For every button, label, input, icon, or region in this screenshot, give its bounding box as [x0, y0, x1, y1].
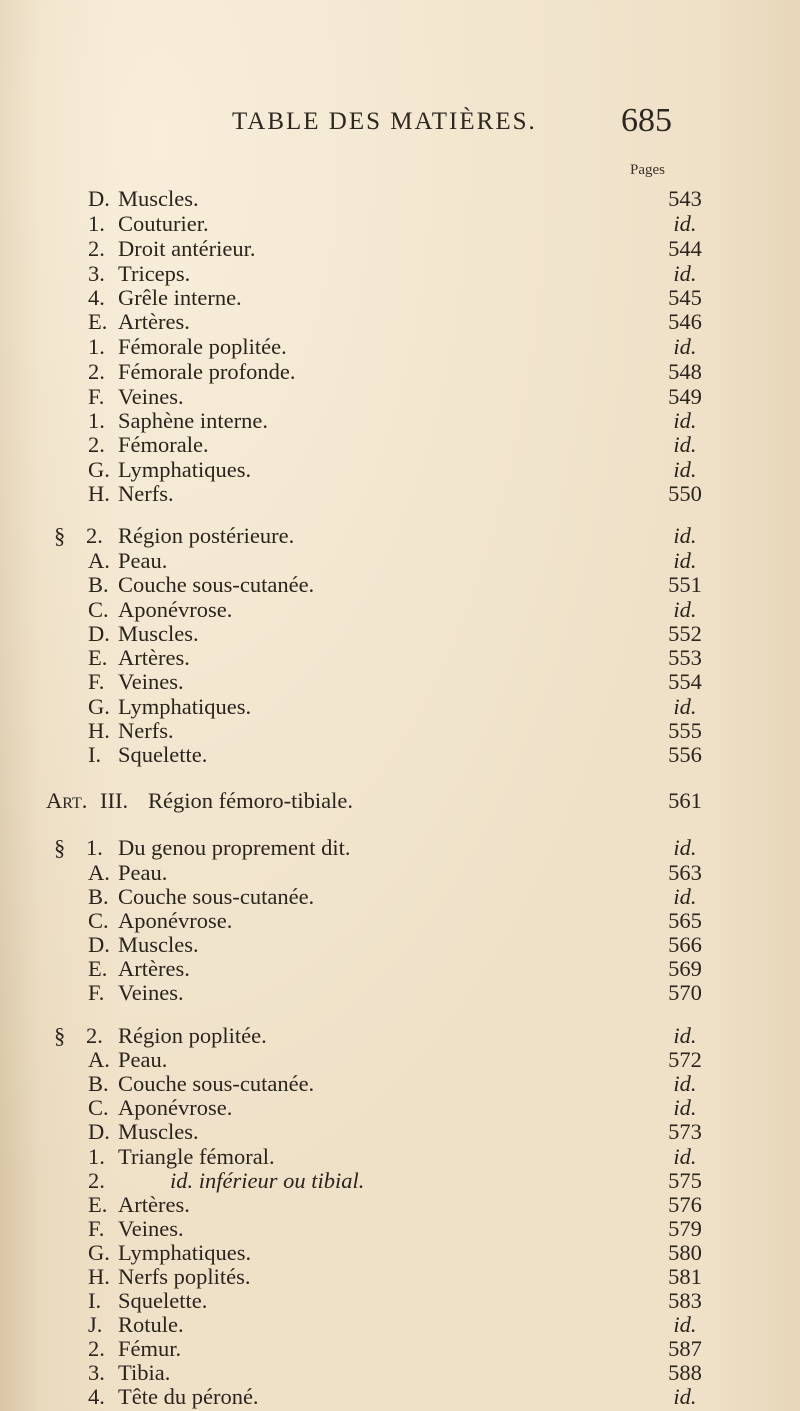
- toc-entry-page: 573: [668, 1119, 702, 1144]
- toc-entry-title: Région postérieure.: [118, 523, 295, 548]
- toc-entry-page: 554: [668, 669, 702, 694]
- toc-entry-page: 545: [668, 285, 702, 310]
- toc-entry-title: Veines.: [118, 1216, 184, 1241]
- toc-entry-number: I.: [88, 1288, 102, 1313]
- toc-entry-page: id.: [673, 1023, 697, 1048]
- toc-entry-title: Nerfs.: [118, 718, 174, 743]
- toc-entry-page: 570: [668, 980, 702, 1005]
- toc-section-mark: Art.: [46, 788, 88, 813]
- toc-entry-title: Couturier.: [118, 211, 209, 236]
- toc-entry-page: id.: [673, 457, 697, 482]
- toc-entry-page: 546: [668, 309, 702, 334]
- toc-entry: [0, 1383, 800, 1411]
- toc-entry-page: id.: [673, 523, 697, 548]
- toc-entry: [0, 979, 800, 1007]
- toc-entry-number: 1.: [86, 835, 103, 860]
- toc-entry: [0, 522, 800, 550]
- toc-entry-number: 2.: [88, 1168, 105, 1193]
- toc-entry-number: B.: [88, 884, 109, 909]
- toc-entry-page: 551: [668, 572, 702, 597]
- toc-entry-number: G.: [88, 694, 110, 719]
- toc-entry: [0, 787, 800, 815]
- toc-entry-number: E.: [88, 645, 108, 670]
- toc-entry-number: B.: [88, 1071, 109, 1096]
- toc-entry-page: 561: [668, 788, 702, 813]
- toc-entry-page: 579: [668, 1216, 702, 1241]
- toc-entry-number: 1.: [88, 334, 105, 359]
- toc-entry-title: Fémur.: [118, 1336, 182, 1361]
- toc-entry-title: Aponévrose.: [118, 908, 233, 933]
- toc-entry-title: Aponévrose.: [118, 597, 233, 622]
- toc-entry: [0, 668, 800, 696]
- toc-entry-title: Région poplitée.: [118, 1023, 267, 1048]
- toc-entry-number: G.: [88, 1240, 110, 1265]
- toc-entry-number: III.: [100, 788, 129, 813]
- toc-entry-number: 1.: [88, 211, 105, 236]
- toc-entry-title: Lymphatiques.: [118, 457, 252, 482]
- toc-entry-title: id. inférieur ou tibial.: [170, 1168, 365, 1193]
- toc-entry-page: 576: [668, 1192, 702, 1217]
- toc-entry-title: Région fémoro-tibiale.: [148, 788, 353, 813]
- toc-entry-number: 2.: [88, 432, 105, 457]
- toc-entry-page: 544: [668, 236, 702, 261]
- toc-entry-page: 552: [668, 621, 702, 646]
- toc-entry-page: 575: [668, 1168, 702, 1193]
- toc-entry-title: Artères.: [118, 956, 190, 981]
- toc-entry-title: Saphène interne.: [118, 408, 268, 433]
- toc-entry-page: 555: [668, 718, 702, 743]
- toc-entry-title: Tête du péroné.: [118, 1384, 259, 1409]
- toc-entry-number: D.: [88, 932, 110, 957]
- toc-entry: [0, 235, 800, 263]
- pages-column-label: Pages: [630, 162, 665, 178]
- toc-entry-number: D.: [88, 186, 110, 211]
- toc-entry-title: Fémorale.: [118, 432, 209, 457]
- toc-entry-page: 550: [668, 481, 702, 506]
- toc-entry-number: B.: [88, 572, 109, 597]
- toc-entry: [0, 834, 800, 862]
- toc-entry-number: 2.: [86, 1023, 103, 1048]
- toc-entry: [0, 185, 800, 213]
- page-header: [0, 102, 800, 148]
- toc-entry-title: Muscles.: [118, 186, 199, 211]
- toc-entry-number: E.: [88, 956, 108, 981]
- toc-entry-page: id.: [673, 1071, 697, 1096]
- toc-section-mark: §: [54, 523, 66, 548]
- toc-entry-page: 565: [668, 908, 702, 933]
- toc-entry-page: id.: [673, 597, 697, 622]
- toc-entry-page: id.: [673, 548, 697, 573]
- toc-entry-title: Veines.: [118, 384, 184, 409]
- toc-entry: [0, 308, 800, 336]
- toc-entry-page: id.: [673, 408, 697, 433]
- toc-entry-number: 1.: [88, 408, 105, 433]
- toc-entry-title: Triceps.: [118, 261, 191, 286]
- toc-entry-page: 553: [668, 645, 702, 670]
- toc-entry-title: Lymphatiques.: [118, 1240, 252, 1265]
- page-number: 685: [621, 102, 672, 139]
- toc-entry-number: J.: [88, 1312, 103, 1337]
- toc-entry-title: Du genou proprement dit.: [118, 835, 351, 860]
- toc-entry-page: 543: [668, 186, 702, 211]
- toc-entry-number: 1.: [88, 1144, 105, 1169]
- toc-entry-number: F.: [88, 384, 105, 409]
- toc-entry-page: 583: [668, 1288, 702, 1313]
- toc-entry-title: Squelette.: [118, 1288, 208, 1313]
- toc-entry-title: Muscles.: [118, 621, 199, 646]
- toc-entry-page: id.: [673, 334, 697, 359]
- toc-entry-page: id.: [673, 211, 697, 236]
- toc-entry-title: Nerfs.: [118, 481, 174, 506]
- toc-entry-title: Artères.: [118, 645, 190, 670]
- toc-entry-number: A.: [88, 548, 110, 573]
- toc-entry-title: Peau.: [118, 860, 168, 885]
- toc-entry-number: C.: [88, 597, 109, 622]
- toc-entry: [0, 358, 800, 386]
- toc-entry-page: id.: [673, 835, 697, 860]
- toc-entry-number: 2.: [88, 236, 105, 261]
- toc-entry-page: id.: [673, 1312, 697, 1337]
- toc-entry: [0, 333, 800, 361]
- toc-entry-page: id.: [673, 884, 697, 909]
- toc-entry-page: 580: [668, 1240, 702, 1265]
- running-title: TABLE DES MATIÈRES.: [232, 108, 537, 135]
- toc-entry-page: id.: [673, 1144, 697, 1169]
- toc-entry-title: Tibia.: [118, 1360, 171, 1385]
- toc-entry-number: I.: [88, 742, 102, 767]
- toc-entry-number: 4.: [88, 1384, 105, 1409]
- toc-entry-page: 549: [668, 384, 702, 409]
- toc-entry-number: 2.: [88, 1336, 105, 1361]
- toc-entry-title: Peau.: [118, 548, 168, 573]
- toc-entry-number: C.: [88, 908, 109, 933]
- toc-entry-number: F.: [88, 980, 105, 1005]
- toc-entry-title: Couche sous-cutanée.: [118, 884, 315, 909]
- toc-entry-number: E.: [88, 1192, 108, 1217]
- toc-entry-title: Artères.: [118, 1192, 190, 1217]
- toc-entry-page: id.: [673, 432, 697, 457]
- toc-entry-title: Couche sous-cutanée.: [118, 572, 315, 597]
- toc-entry-title: Veines.: [118, 669, 184, 694]
- toc-entry-page: id.: [673, 261, 697, 286]
- toc-entry-title: Muscles.: [118, 1119, 199, 1144]
- toc-entry-number: 3.: [88, 261, 105, 286]
- toc-entry-number: 2.: [88, 359, 105, 384]
- toc-entry: [0, 210, 800, 238]
- toc-entry-page: 581: [668, 1264, 702, 1289]
- toc-section-mark: §: [54, 1023, 66, 1048]
- toc-entry-title: Fémorale profonde.: [118, 359, 296, 384]
- toc-entry-title: Triangle fémoral.: [118, 1144, 275, 1169]
- toc-entry-title: Veines.: [118, 980, 184, 1005]
- toc-entry-number: H.: [88, 1264, 110, 1289]
- toc-entry-number: C.: [88, 1095, 109, 1120]
- toc-entry-page: 587: [668, 1336, 702, 1361]
- toc-entry-title: Peau.: [118, 1047, 168, 1072]
- toc-entry-title: Muscles.: [118, 932, 199, 957]
- toc-entry-title: Aponévrose.: [118, 1095, 233, 1120]
- toc-section-mark: §: [54, 835, 66, 860]
- toc-entry-page: 566: [668, 932, 702, 957]
- toc-entry-number: 3.: [88, 1360, 105, 1385]
- toc-entry-number: 4.: [88, 285, 105, 310]
- toc-entry-page: 556: [668, 742, 702, 767]
- toc-entry-title: Nerfs poplités.: [118, 1264, 251, 1289]
- toc-entry-number: H.: [88, 481, 110, 506]
- toc-entry-number: E.: [88, 309, 108, 334]
- toc-entry-page: id.: [673, 694, 697, 719]
- toc-entry-number: D.: [88, 1119, 110, 1144]
- toc-entry: [0, 741, 800, 769]
- toc-entry-title: Fémorale poplitée.: [118, 334, 287, 359]
- toc-entry: [0, 480, 800, 508]
- toc-entry-number: A.: [88, 1047, 110, 1072]
- toc-entry-number: A.: [88, 860, 110, 885]
- toc-entry-page: 569: [668, 956, 702, 981]
- toc-entry-number: F.: [88, 669, 105, 694]
- toc-entry-page: 563: [668, 860, 702, 885]
- toc-entry-title: Squelette.: [118, 742, 208, 767]
- toc-entry-number: H.: [88, 718, 110, 743]
- toc-entry-page: 572: [668, 1047, 702, 1072]
- toc-entry-title: Couche sous-cutanée.: [118, 1071, 315, 1096]
- toc-entry-number: D.: [88, 621, 110, 646]
- toc-entry: [0, 571, 800, 599]
- toc-entry-number: 2.: [86, 523, 103, 548]
- toc-entry-page: id.: [673, 1384, 697, 1409]
- toc-entry-title: Rotule.: [118, 1312, 184, 1337]
- toc-entry: [0, 1118, 800, 1146]
- toc-entry-number: G.: [88, 457, 110, 482]
- toc-entry-title: Droit antérieur.: [118, 236, 256, 261]
- toc-entry-page: 548: [668, 359, 702, 384]
- toc-entry: [0, 431, 800, 459]
- toc-entry-page: 588: [668, 1360, 702, 1385]
- toc-entry-number: F.: [88, 1216, 105, 1241]
- toc-entry-title: Artères.: [118, 309, 190, 334]
- toc-entry-title: Lymphatiques.: [118, 694, 252, 719]
- toc-entry-title: Grêle interne.: [118, 285, 242, 310]
- toc-entry-page: id.: [673, 1095, 697, 1120]
